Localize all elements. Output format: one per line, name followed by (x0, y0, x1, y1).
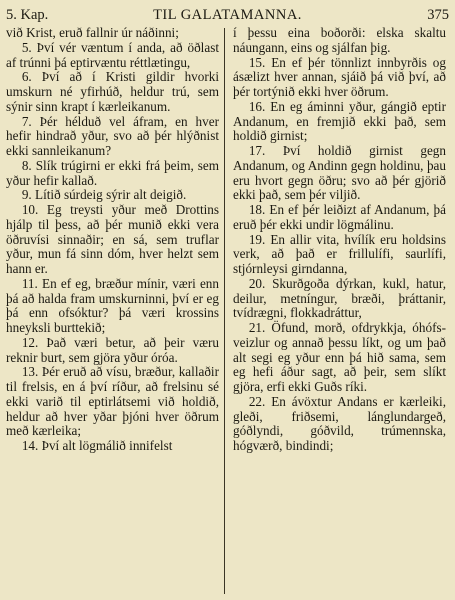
verse-5: 5. Því vér væntum í anda, að öðlast af trúnni þá eptirvæntu réttlætingu, (6, 39, 219, 70)
verse-20: 20. Skurðgoða dýrkan, kukl, hatur, deilur, metníngur, bræði, þráttanir, tvídrægni, flokkadráttur, (233, 275, 446, 321)
verse-21: 21. Öfund, morð, ofdrykkja, óhófs-veizlur og annað þessu líkt, og um það alt segi eg yður enn þá hið sama, sem eg hefi áður sagt, að þeir, sem slíkt gjöra, erfi ekki Guðs ríki. (233, 320, 446, 394)
verse-9: 9. Lítið súrdeig sýrir alt deigið. (21, 187, 187, 203)
verse-continuation: við Krist, eruð fallnir úr náðinni; (6, 25, 179, 40)
verse-6: 6. Því að í Kristi gildir hvorki umskurn né yfirhúð, heldur trú, sem sýnir sinn krapt í kærleikanum. (6, 69, 219, 114)
verse-13: 13. Þér eruð að vísu, bræður, kallaðir til frelsis, en á því ríður, að frelsinu sé ekki varið til eptirlátsemi við holdið, heldur að hver yðar þjóni hver öðrum með kærleika; (6, 364, 219, 439)
page-number: 375 (427, 7, 449, 23)
verse-18: 18. En ef þér leiðizt af Andanum, þá eruð þér ekki undir lögmálinu. (233, 202, 446, 232)
verse-continuation: í þessu eina boðorði: elska skaltu náungann, eins og sjálfan þig. (233, 25, 446, 55)
verse-19: 19. En allir vita, hvílík eru holdsins verk, að það er frillulífi, saurlífi, stjórnleysi girndanna, (233, 231, 446, 276)
left-column (6, 26, 219, 454)
verse-10: 10. Eg treysti yður með Drottins hjálp til þess, að þér munið ekki vera öðruvísi sinnaðir; en sá, sem truflar yður, mun fá sinn dóm, hver helzt sem hann er. (6, 202, 219, 276)
verse-12: 12. Það væri betur, að þeir væru reknir burt, sem gjöra yður óróa. (6, 334, 219, 365)
verse-16: 16. En eg áminni yður, gángið eptir Andanum, en fremjið ekki það, sem holdið girnist; (233, 98, 446, 144)
running-title: TIL GALATAMANNA. (153, 7, 302, 23)
page-header (6, 6, 449, 24)
chapter-label: 5. Kap. (6, 7, 49, 23)
verse-17: 17. Því holdið girnist gegn Andanum, og Andinn gegn holdinu, þau eru hvort gegn öðru; svo að þér gjörið ekki það, sem þér viljið. (233, 143, 446, 203)
verse-11: 11. En ef eg, bræður mínir, væri enn þá að halda fram umskurninni, því er eg þá enn ofsóktur? þá væri krossins hneyksli burttekið; (6, 275, 219, 335)
verse-7: 7. Þér hélduð vel áfram, en hver hefir hindrað yður, svo að þér hlýðnist ekki sannleikanum? (6, 113, 219, 158)
verse-8: 8. Slík trúgirni er ekki frá þeim, sem yður hefir kallað. (6, 157, 219, 188)
verse-15: 15. En ef þér tönnlizt innbyrðis og ásælizt hver annan, sjáið þá við því, að þér tortýnið ekki hver öðrum. (233, 54, 446, 99)
verse-22: 22. En ávöxtur Andans er kærleiki, gleði, friðsemi, lánglundargeð, góðlyndi, góðvild, trúmennska, hógværð, bindindi; (233, 393, 446, 453)
verse-14: 14. Því alt lögmálið innifelst (21, 438, 173, 453)
right-column (233, 26, 446, 454)
column-divider (224, 28, 225, 594)
